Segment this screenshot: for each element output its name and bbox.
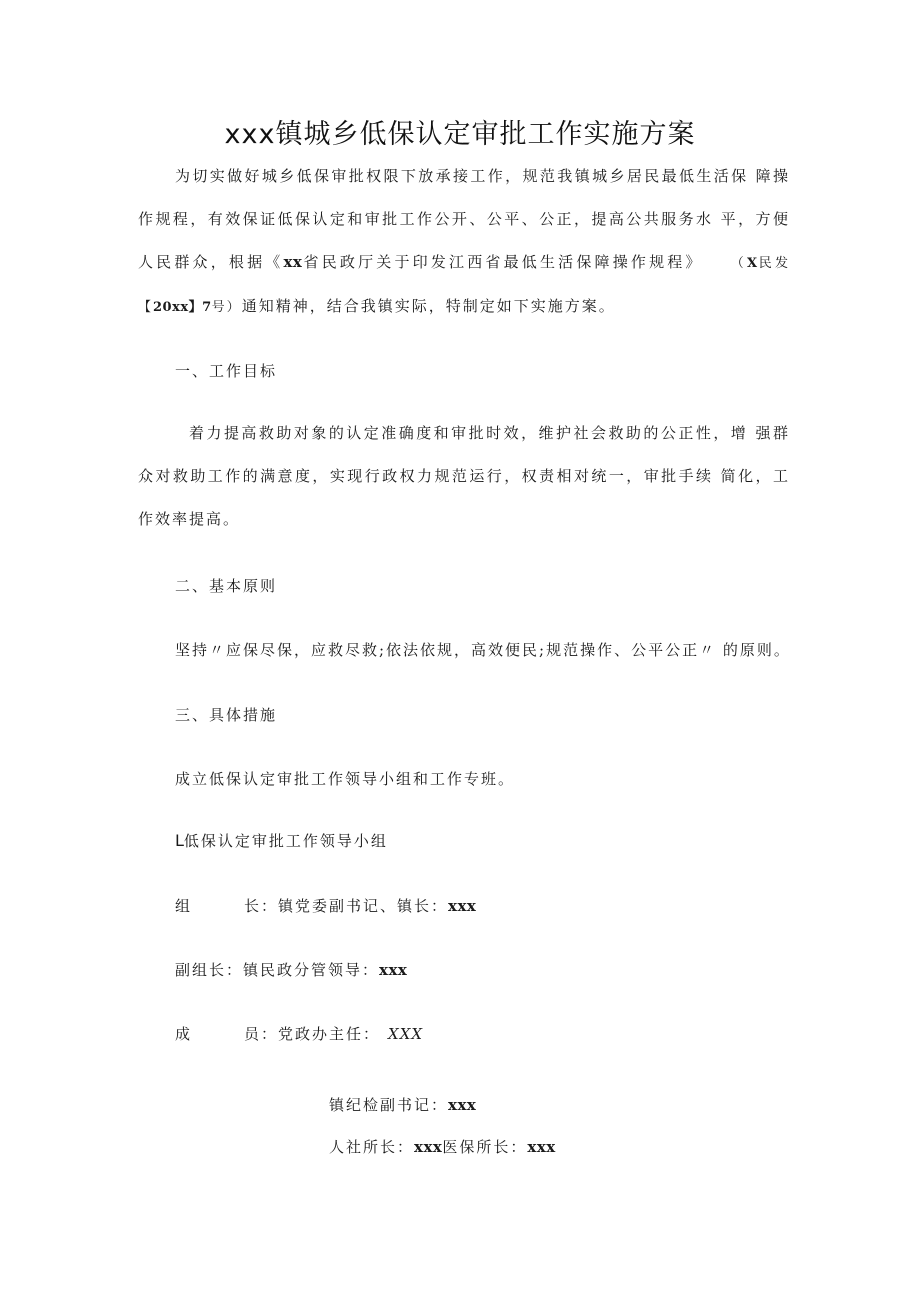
ref-end: 号） [211,300,242,315]
group-title: 低保认定审批工作领导小组 [183,832,388,850]
member-label-2: 员：党政办主任： [244,1025,381,1043]
section-2-heading: 二、基本原则 [175,577,278,595]
intro-text-c: 省民政厅关于印发江西省最低生活保障操作规程》 [302,253,704,271]
intro-paragraph [138,155,790,329]
member2-name: xxx [448,1096,477,1114]
member-name: XXX [388,1025,424,1043]
leader-label-1: 组 [175,897,193,915]
member2-line [329,1094,476,1115]
deputy-name: xxx [379,961,408,979]
intro-text-a: 为切实做好城乡低保审批权限下放承接工作，规范我镇城乡居民最低生活保 障操作规程，有效保证低保认定和审批工作公开、公平、公正，提高公共服务水 平，方便人民群众，根据《 [138,167,790,271]
section-1-body: 着力提高救助对象的认定准确度和审批时效，维护社会救助的公正性，增 强群众对救助工作的满意度，实现行政权力规范运行，权责相对统一，审批手续 简化，工作效率提高。 [138,424,790,528]
intro-text-b: xx [283,253,303,271]
member-label-1: 成 [175,1025,193,1043]
leader-label-2: 长：镇党委副书记、镇长： [244,897,449,915]
leader-name: xxx [448,897,477,915]
group-title-line [175,830,388,851]
section-3-heading: 三、具体措施 [175,706,278,724]
ref-open: （ [729,256,747,271]
deputy-label: 副组长：镇民政分管领导： [175,961,380,979]
member3-label-b: 医保所长： [442,1138,528,1156]
member3-label-a: 人社所长： [329,1138,415,1156]
intro-text-d: 通知精神，结合我镇实际，特制定如下实施方案。 [241,297,616,315]
ref-x: X [747,256,758,271]
group-letter: L [175,831,184,850]
member2-label: 镇纪检副书记： [329,1096,449,1114]
ref-mid: 民发【 [138,256,790,315]
ref-close-bracket: 】 [188,300,203,315]
leader-line [175,895,476,916]
section-1-heading: 一、工作目标 [175,362,278,380]
ref-num: 7 [202,300,212,315]
section-3-body: 成立低保认定审批工作领导小组和工作专班。 [175,770,516,788]
deputy-line [175,959,407,980]
member-line [175,1023,423,1044]
ref-year: 20xx [153,300,189,315]
member3-name-a: xxx [414,1138,443,1156]
section-2-body: 坚持〃应保尽保，应救尽救;依法依规，高效便民;规范操作、公平公正〃 的原则。 [175,641,791,659]
member3-name-b: xxx [527,1138,556,1156]
member3-line [329,1136,556,1157]
document-title: xxx镇城乡低保认定审批工作实施方案 [224,119,696,150]
